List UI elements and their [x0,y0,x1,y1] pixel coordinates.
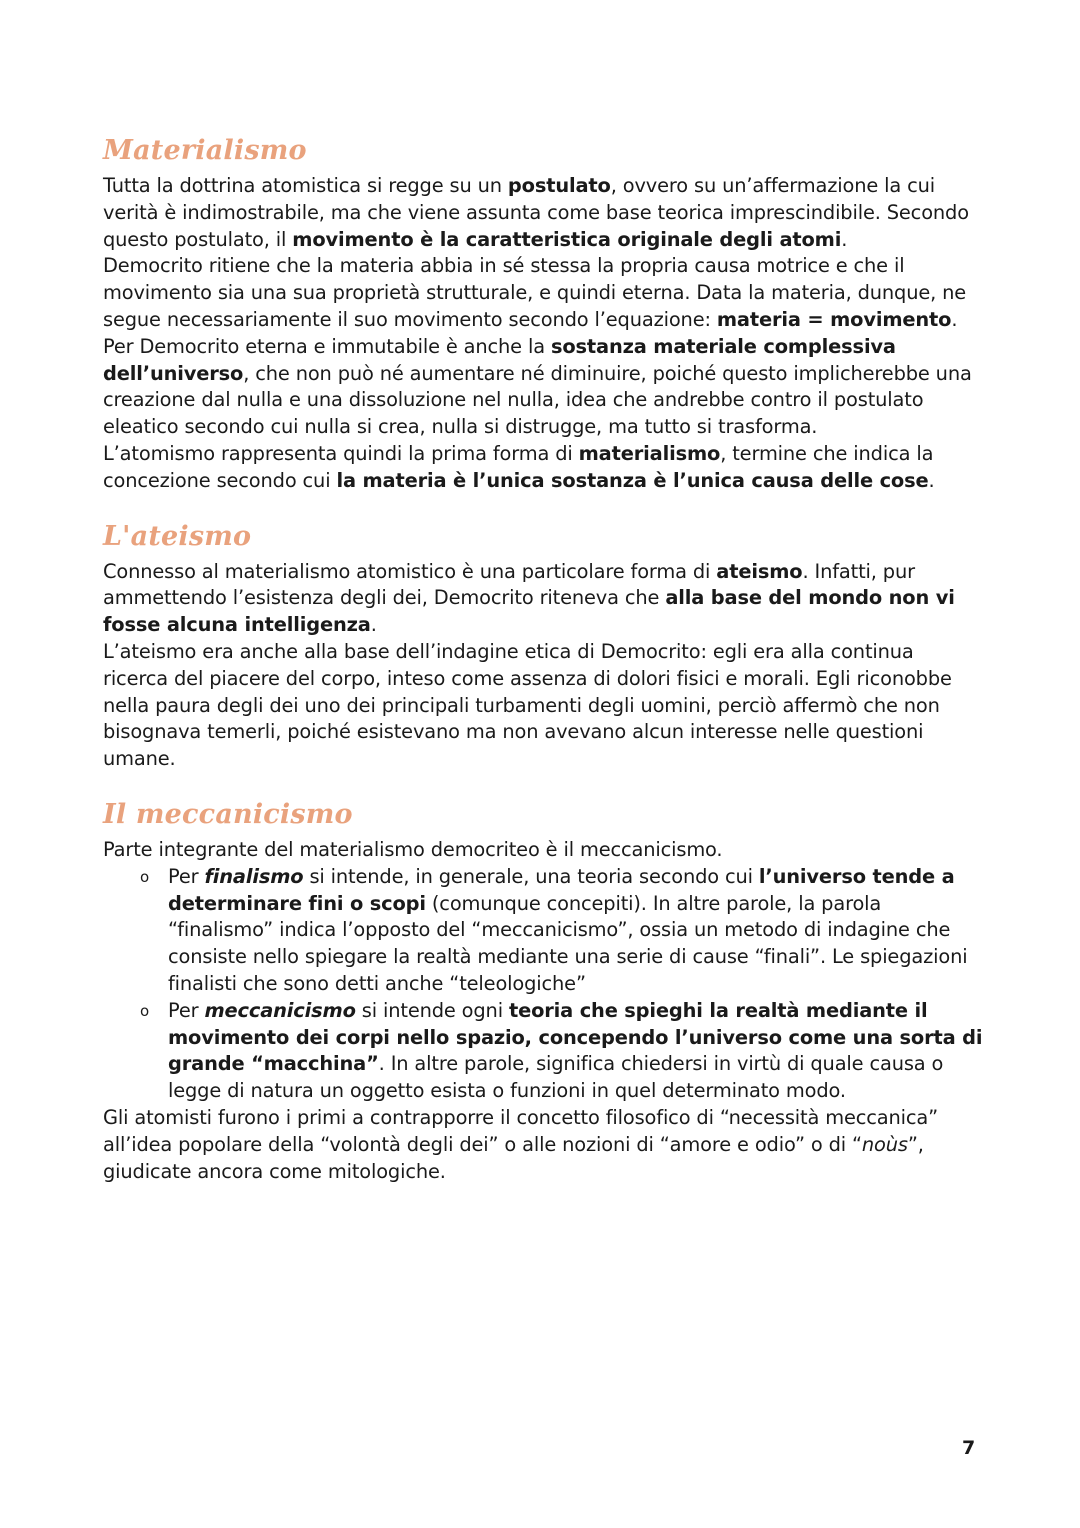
bold-term: materia = movimento [716,307,952,331]
text: si intende, in generale, una teoria secondo cui [303,864,759,888]
bold-italic-term: meccanicismo [204,998,356,1022]
paragraph [103,441,983,495]
text: Tutta la dottrina atomistica si regge su un [103,174,508,197]
paragraph [103,559,983,639]
text: . [951,307,958,331]
text: . [841,227,848,251]
text: L’atomismo rappresenta quindi la prima forma di [103,441,579,465]
bold-term: ateismo [716,559,803,583]
text: Per [168,998,205,1022]
bold-term: materialismo [578,441,721,465]
heading-ateismo: L'ateismo [103,520,252,552]
page-number: 7 [962,1437,976,1459]
text: si intende ogni [355,998,509,1022]
text: Connesso al materialismo atomistico è una particolare forma di [103,559,717,583]
paragraph [103,334,983,441]
section-materialismo [103,133,983,495]
text: Democrito ritiene che la materia abbia in sé stessa la propria causa motrice e che il movimento sia una sua proprietà strutturale, e quindi eterna. Data la materia, dunque, ne segue necessariamente il suo movimento secondo l’equazione: [103,254,967,331]
text: L’ateismo era anche alla base dell’indagine etica di Democrito: egli era alla continua ricerca del piacere del corpo, inteso come assenza di dolori fisici e morali. Egli riconobbe nella paura degli dei uno dei principali turbamenti degli uomini, perciò affermò che non bisognava temerli, poiché esistevano ma non avevano alcun interesse nelle questioni umane. [103,639,952,771]
heading-meccanicismo: Il meccanicismo [103,798,353,830]
text: ”, giudicate ancora come mitologiche. [103,1132,924,1183]
text: . Infatti, pur ammettendo l’esistenza degli dei, Democrito riteneva che [103,559,915,610]
bold-term: teoria che spieghi la realtà mediante il movimento dei corpi nello spazio, concependo l’universo come una sorta di grande “macchina” [168,998,983,1076]
list-item [140,998,983,1105]
list-item [140,864,983,998]
italic-term: noùs [861,1132,908,1156]
paragraph: Parte integrante del materialismo democriteo è il meccanicismo. [103,837,723,861]
text: (comunque concepiti). In altre parole, la parola “finalismo” indica l’opposto del “meccanicismo”, ossia un metodo di indagine che consiste nello spiegare la realtà mediante una serie di cause “finali”. Le spiegazioni finalisti che sono detti anche “teleologiche” [168,891,968,995]
paragraph [103,173,983,253]
text: , che non può né aumentare né diminuire, poiché questo implicherebbe una creazione dal nulla e una dissoluzione nel nulla, idea che andrebbe contro il postulato eleatico secondo cui nulla si crea, nulla si distrugge, ma tutto si trasforma. [103,361,972,439]
text: . [370,613,377,637]
paragraph [103,253,983,333]
paragraph [103,1105,983,1185]
bold-term: postulato [507,174,611,197]
heading-materialismo: Materialismo [103,135,307,166]
paragraph [103,639,983,773]
text: Gli atomisti furono i primi a contrapporre il concetto filosofico di “necessità meccanica” all’idea popolare della “volontà degli dei” o alle nozioni di “amore e odio” o di “ [103,1105,939,1156]
bold-term: alla base del mondo non vi fosse alcuna intelligenza [103,586,955,637]
text: , ovvero su un’affermazione la cui verità è indimostrabile, ma che viene assunta come base teorica imprescindibile. Secondo questo postulato, il [103,174,969,251]
text: . [928,468,935,492]
section-meccanicismo [103,797,983,1185]
text: , termine che indica la concezione secondo cui [103,441,934,492]
page-content [103,133,983,1185]
bold-term: l’universo tende a determinare fini o scopi [168,864,955,915]
text: Per Democrito eterna e immutabile è anche la [103,334,551,358]
bold-term: sostanza materiale complessiva dell’universo [103,334,896,385]
section-ateismo [103,519,983,773]
text: . In altre parole, significa chiedersi in virtù di quale causa o legge di natura un oggetto esista o funzioni in quel determinato modo. [168,1052,944,1103]
bullet-icon: o [140,867,150,886]
bold-term: la materia è l’unica sostanza è l’unica causa delle cose [336,468,929,492]
bold-term: movimento è la caratteristica originale degli atomi [292,227,842,251]
bold-italic-term: finalismo [204,864,304,888]
text: Per [168,864,205,888]
bullet-icon: o [140,1001,150,1020]
bullet-list [103,864,983,1105]
